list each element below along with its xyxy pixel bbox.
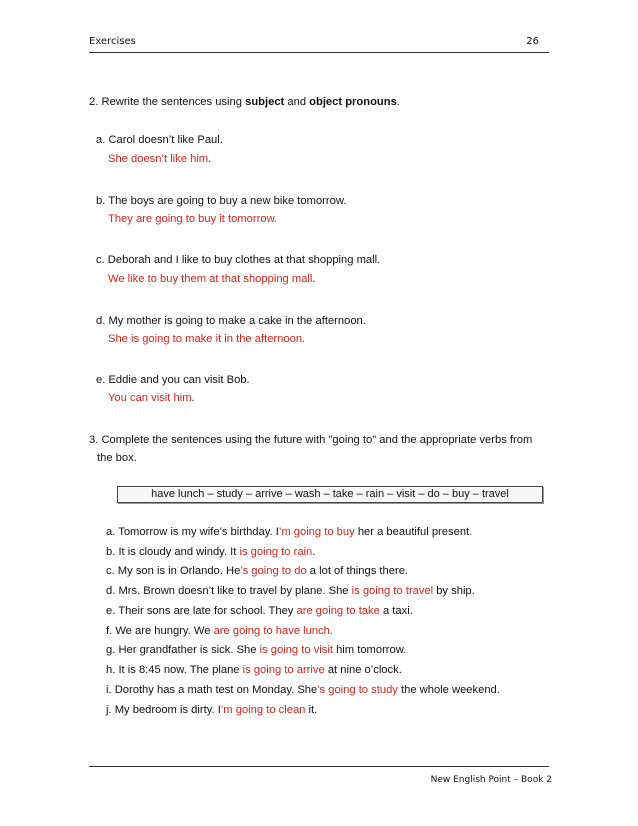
question-a: a. Carol doesn’t like Paul. — [96, 134, 223, 146]
question-e: e. Eddie and you can visit Bob. — [96, 374, 250, 386]
completion-i: i. Dorothy has a math test on Monday. She’s going to study the whole weekend. — [106, 684, 500, 696]
header-rule — [89, 52, 549, 53]
answer-d: She is going to make it in the afternoon. — [108, 333, 306, 345]
question-c: c. Deborah and I like to buy clothes at that shopping mall. — [96, 254, 381, 266]
completion-g: g. Her grandfather is sick. She is going to visit him tomorrow. — [106, 644, 407, 656]
footer-book-title: New English Point – Book 2 — [430, 775, 552, 785]
completion-b: b. It is cloudy and windy. It is going to rain. — [106, 546, 316, 558]
completion-c: c. My son is in Orlando. He’s going to do a lot of things there. — [106, 565, 409, 577]
answer-b: They are going to buy it tomorrow. — [108, 213, 278, 225]
header-page-number: 26 — [526, 36, 539, 47]
answer-a: She doesn’t like him. — [108, 153, 212, 165]
completion-e: e. Their sons are late for school. They are going to take a taxi. — [106, 605, 413, 617]
completion-a: a. Tomorrow is my wife’s birthday. I’m going to buy her a beautiful present. — [106, 526, 473, 538]
completion-f: f. We are hungry. We are going to have lunch. — [106, 625, 333, 637]
header-section-title: Exercises — [89, 36, 136, 47]
completion-h: h. It is 8:45 now. The plane is going to arrive at nine o’clock. — [106, 664, 402, 676]
question-b: b. The boys are going to buy a new bike tomorrow. — [96, 195, 347, 207]
exercise-3-instruction: 3. Complete the sentences using the future with "going to" and the appropriate verbs from — [89, 434, 533, 446]
word-box: have lunch – study – arrive – wash – take – rain – visit – do – buy – travel — [117, 486, 543, 503]
footer-rule — [89, 766, 549, 767]
answer-c: We like to buy them at that shopping mall. — [108, 273, 316, 285]
answer-e: You can visit him. — [108, 392, 195, 404]
exercise-2-instruction: 2. Rewrite the sentences using subject and object pronouns. — [89, 96, 400, 108]
exercise-3-instruction-cont: the box. — [97, 452, 137, 464]
question-d: d. My mother is going to make a cake in the afternoon. — [96, 315, 366, 327]
completion-d: d. Mrs. Brown doesn’t like to travel by plane. She is going to travel by ship. — [106, 585, 475, 597]
completion-j: j. My bedroom is dirty. I’m going to clean it. — [106, 704, 318, 716]
